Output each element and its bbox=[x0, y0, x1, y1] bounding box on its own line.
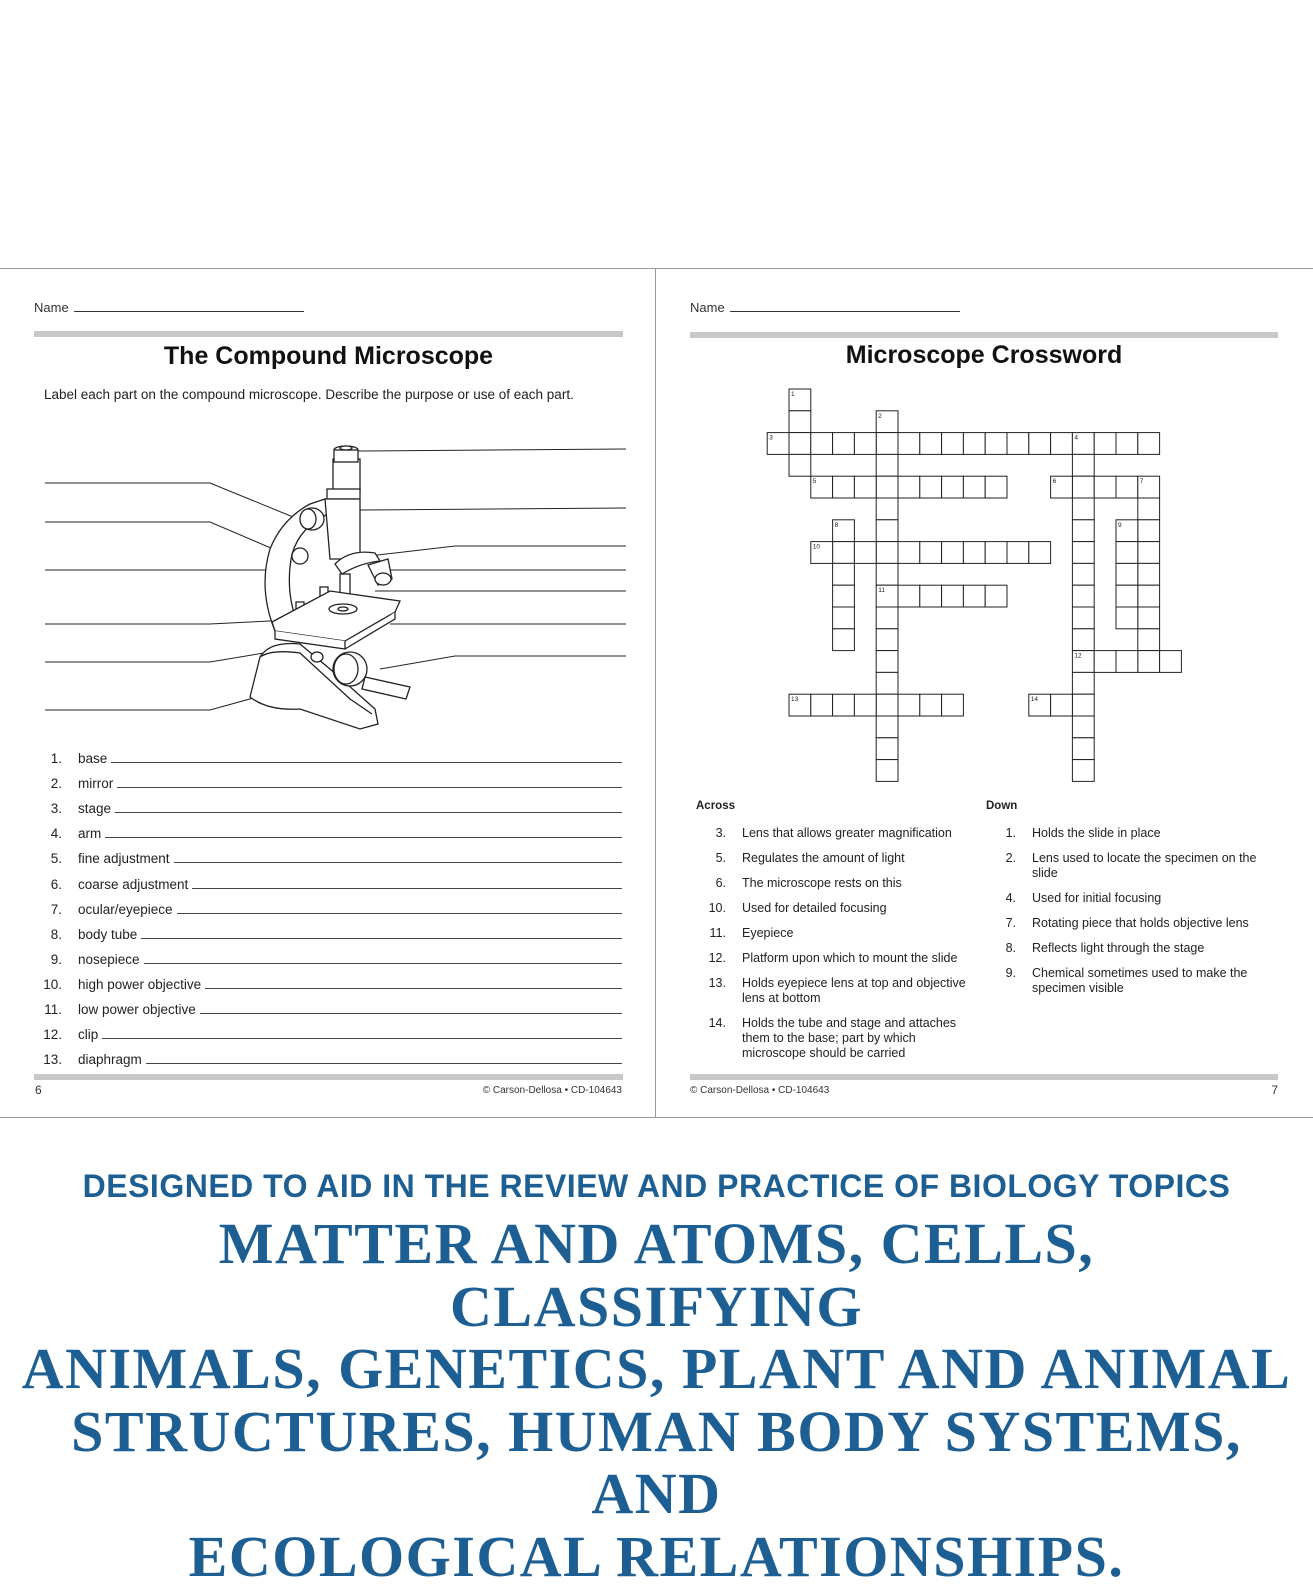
clue-text: Used for initial focusing bbox=[1032, 891, 1162, 905]
crossword-cell[interactable] bbox=[1072, 563, 1094, 585]
footer-rule bbox=[34, 1074, 623, 1080]
page-number: 6 bbox=[35, 1083, 42, 1097]
topics-line: ANIMALS, GENETICS, PLANT AND ANIMAL bbox=[21, 1336, 1292, 1401]
crossword-cell[interactable] bbox=[1094, 433, 1116, 455]
crossword-cell[interactable] bbox=[1072, 629, 1094, 651]
crossword-cell[interactable] bbox=[1116, 433, 1138, 455]
clue-item bbox=[986, 891, 1266, 906]
crossword-cell[interactable] bbox=[1138, 542, 1160, 564]
crossword-number: 10 bbox=[812, 543, 821, 551]
part-label: base bbox=[78, 751, 108, 767]
crossword-cell[interactable] bbox=[876, 542, 898, 564]
clue-text: Platform upon which to mount the slide bbox=[742, 951, 958, 965]
topics-line: STRUCTURES, HUMAN BODY SYSTEMS, AND bbox=[71, 1398, 1242, 1526]
answer-line[interactable] bbox=[146, 1063, 622, 1064]
clue-number: 3. bbox=[715, 826, 726, 840]
copyright: © Carson-Dellosa • CD-104643 bbox=[690, 1085, 830, 1096]
page-number: 7 bbox=[1271, 1083, 1278, 1097]
crossword-cell[interactable] bbox=[876, 520, 898, 542]
copyright: © Carson-Dellosa • CD-104643 bbox=[482, 1085, 622, 1096]
crossword-cell[interactable] bbox=[1116, 607, 1138, 629]
crossword-number: 12 bbox=[1074, 652, 1082, 660]
crossword-cell[interactable] bbox=[1138, 498, 1160, 520]
crossword-number: 6 bbox=[1052, 478, 1057, 486]
crossword-cell[interactable] bbox=[963, 585, 985, 607]
clue-text: Eyepiece bbox=[742, 926, 794, 940]
crossword-number: 4 bbox=[1074, 434, 1079, 442]
crossword-cell[interactable] bbox=[876, 672, 898, 694]
clue-item bbox=[696, 876, 976, 891]
answer-line[interactable] bbox=[174, 862, 622, 863]
crossword-cell[interactable] bbox=[876, 760, 898, 782]
name-label: Name bbox=[690, 300, 725, 315]
crossword-cell[interactable] bbox=[833, 694, 855, 716]
crossword-cell[interactable] bbox=[876, 433, 898, 455]
clue-text: Holds the slide in place bbox=[1032, 826, 1161, 840]
crossword-cell[interactable] bbox=[1072, 694, 1094, 716]
clue-item bbox=[986, 851, 1266, 881]
crossword-cell[interactable] bbox=[1094, 476, 1116, 498]
clue-text: Used for detailed focusing bbox=[742, 901, 887, 915]
answer-line[interactable] bbox=[141, 938, 622, 939]
clue-text: Chemical sometimes used to make the specimen visible bbox=[1032, 966, 1248, 995]
crossword-cell[interactable] bbox=[1138, 563, 1160, 585]
crossword-cell[interactable] bbox=[1029, 542, 1051, 564]
crossword-cell[interactable] bbox=[1072, 454, 1094, 476]
page-title: The Compound Microscope bbox=[163, 342, 494, 370]
part-number: 2. bbox=[50, 776, 62, 792]
answer-line[interactable] bbox=[200, 1013, 622, 1014]
crossword-cell[interactable] bbox=[1007, 542, 1029, 564]
clue-text: Lens that allows greater magnification bbox=[742, 826, 952, 840]
crossword-cell[interactable] bbox=[854, 433, 876, 455]
clue-text: Reflects light through the stage bbox=[1032, 941, 1205, 955]
crossword-cell[interactable] bbox=[963, 433, 985, 455]
crossword-cell[interactable] bbox=[1116, 563, 1138, 585]
crossword-cell[interactable] bbox=[1160, 651, 1182, 673]
crossword-cell[interactable] bbox=[898, 542, 920, 564]
page-title: Microscope Crossword bbox=[845, 341, 1123, 369]
clue-text: Regulates the amount of light bbox=[742, 851, 905, 865]
crossword-cell[interactable] bbox=[876, 716, 898, 738]
clue-item bbox=[986, 916, 1266, 931]
part-number: 3. bbox=[50, 801, 62, 817]
crossword-cell[interactable] bbox=[876, 498, 898, 520]
part-label: coarse adjustment bbox=[78, 876, 189, 892]
clue-number: 14. bbox=[708, 1016, 726, 1030]
crossword-cell[interactable] bbox=[920, 433, 942, 455]
crossword-cell[interactable] bbox=[1116, 542, 1138, 564]
answer-line[interactable] bbox=[177, 913, 622, 914]
part-row bbox=[40, 841, 625, 866]
crossword-cell[interactable] bbox=[898, 694, 920, 716]
topics-banner bbox=[20, 1213, 1293, 1588]
part-number: 9. bbox=[50, 951, 62, 967]
crossword-cell[interactable] bbox=[1116, 585, 1138, 607]
crossword-cell[interactable] bbox=[1072, 607, 1094, 629]
part-label: low power objective bbox=[78, 1002, 196, 1018]
crossword-cell[interactable] bbox=[942, 694, 964, 716]
clue-item bbox=[696, 951, 976, 966]
clue-number: 13. bbox=[708, 976, 726, 990]
part-row bbox=[40, 1042, 625, 1067]
clue-item bbox=[696, 1016, 976, 1061]
crossword-cell[interactable] bbox=[963, 476, 985, 498]
clue-number: 12. bbox=[708, 951, 726, 965]
microscope-diagram bbox=[0, 269, 655, 739]
crossword-cell[interactable] bbox=[876, 454, 898, 476]
crossword-cell[interactable] bbox=[898, 585, 920, 607]
crossword-number: 7 bbox=[1139, 478, 1144, 486]
crossword-grid[interactable] bbox=[656, 269, 1313, 799]
clue-item bbox=[986, 966, 1266, 996]
crossword-number: 8 bbox=[834, 521, 839, 529]
part-label: arm bbox=[78, 826, 102, 842]
crossword-cell[interactable] bbox=[789, 411, 811, 433]
name-label: Name bbox=[34, 300, 69, 315]
right-page bbox=[656, 269, 1313, 1117]
crossword-number: 2 bbox=[878, 412, 882, 420]
down-clues bbox=[986, 800, 1266, 1006]
crossword-cell[interactable] bbox=[876, 738, 898, 760]
crossword-cell[interactable] bbox=[942, 476, 964, 498]
crossword-cell[interactable] bbox=[1138, 520, 1160, 542]
answer-line[interactable] bbox=[192, 888, 622, 889]
part-label: clip bbox=[78, 1027, 99, 1043]
part-number: 1. bbox=[50, 751, 62, 767]
part-number: 7. bbox=[50, 901, 62, 917]
clue-number: 11. bbox=[709, 926, 726, 940]
answer-line[interactable] bbox=[111, 762, 622, 763]
crossword-cell[interactable] bbox=[1116, 651, 1138, 673]
workbook-spread bbox=[0, 268, 1313, 1118]
instructions: Label each part on the compound microscope. Describe the purpose or use of each part. bbox=[44, 387, 574, 402]
crossword-cell[interactable] bbox=[876, 629, 898, 651]
clue-number: 10. bbox=[708, 901, 726, 915]
crossword-cell[interactable] bbox=[811, 433, 833, 455]
part-number: 13. bbox=[43, 1052, 62, 1068]
clue-text: Holds the tube and stage and attaches them to the base; part by which microscope should be carried bbox=[742, 1016, 957, 1060]
part-label: nosepiece bbox=[78, 951, 140, 967]
crossword-cell[interactable] bbox=[1072, 716, 1094, 738]
part-number: 10. bbox=[43, 976, 62, 992]
crossword-cell[interactable] bbox=[920, 694, 942, 716]
crossword-number: 11 bbox=[878, 587, 885, 595]
crossword-number: 14 bbox=[1030, 696, 1039, 704]
clue-number: 6. bbox=[715, 876, 726, 890]
crossword-cell[interactable] bbox=[920, 542, 942, 564]
clue-text: Holds eyepiece lens at top and objective lens at bottom bbox=[742, 976, 966, 1005]
crossword-cell[interactable] bbox=[1029, 433, 1051, 455]
answer-line[interactable] bbox=[144, 963, 622, 964]
crossword-cell[interactable] bbox=[920, 476, 942, 498]
answer-line[interactable] bbox=[102, 1038, 622, 1039]
part-number: 4. bbox=[50, 826, 62, 842]
crossword-cell[interactable] bbox=[833, 563, 855, 585]
topics-line: MATTER AND ATOMS, CELLS, CLASSIFYING bbox=[218, 1211, 1095, 1339]
crossword-cell[interactable] bbox=[1051, 694, 1073, 716]
crossword-cell[interactable] bbox=[876, 563, 898, 585]
crossword-cell[interactable] bbox=[833, 585, 855, 607]
crossword-cell[interactable] bbox=[1138, 433, 1160, 455]
crossword-cell[interactable] bbox=[833, 476, 855, 498]
crossword-cell[interactable] bbox=[1138, 651, 1160, 673]
across-clues bbox=[696, 800, 976, 1071]
crossword-cell[interactable] bbox=[876, 607, 898, 629]
crossword-cell[interactable] bbox=[942, 433, 964, 455]
crossword-cell[interactable] bbox=[920, 585, 942, 607]
crossword-cell[interactable] bbox=[1094, 651, 1116, 673]
crossword-cell[interactable] bbox=[898, 433, 920, 455]
crossword-cell[interactable] bbox=[1072, 498, 1094, 520]
crossword-cell[interactable] bbox=[1072, 672, 1094, 694]
crossword-cell[interactable] bbox=[985, 433, 1007, 455]
part-row bbox=[40, 766, 625, 791]
clue-text: The microscope rests on this bbox=[742, 876, 902, 890]
part-row bbox=[40, 992, 625, 1017]
crossword-cell[interactable] bbox=[1072, 476, 1094, 498]
crossword-cell[interactable] bbox=[876, 694, 898, 716]
part-label: ocular/eyepiece bbox=[78, 901, 173, 917]
crossword-cell[interactable] bbox=[1138, 607, 1160, 629]
crossword-cell[interactable] bbox=[1072, 585, 1094, 607]
clue-item bbox=[696, 901, 976, 916]
crossword-cell[interactable] bbox=[985, 585, 1007, 607]
crossword-cell[interactable] bbox=[1072, 760, 1094, 782]
part-number: 11. bbox=[44, 1002, 62, 1018]
topics-line: ECOLOGICAL RELATIONSHIPS. bbox=[188, 1523, 1125, 1589]
clue-number: 4. bbox=[1005, 891, 1016, 905]
crossword-cell[interactable] bbox=[789, 433, 811, 455]
part-number: 6. bbox=[50, 876, 62, 892]
crossword-number: 9 bbox=[1118, 521, 1122, 529]
crossword-cell[interactable] bbox=[985, 476, 1007, 498]
answer-line[interactable] bbox=[105, 837, 622, 838]
clue-item bbox=[986, 941, 1266, 956]
crossword-cell[interactable] bbox=[833, 629, 855, 651]
crossword-cell[interactable] bbox=[1072, 520, 1094, 542]
crossword-number: 5 bbox=[812, 478, 817, 486]
part-label: high power objective bbox=[78, 976, 202, 992]
crossword-cell[interactable] bbox=[876, 651, 898, 673]
clue-number: 5. bbox=[715, 851, 726, 865]
crossword-cell[interactable] bbox=[833, 542, 855, 564]
tagline: DESIGNED TO AID IN THE REVIEW AND PRACTICE OF BIOLOGY TOPICS bbox=[82, 1168, 1231, 1204]
part-row bbox=[40, 791, 625, 816]
across-heading: Across bbox=[696, 800, 735, 812]
part-number: 5. bbox=[50, 851, 62, 867]
part-label: stage bbox=[78, 801, 112, 817]
crossword-cell[interactable] bbox=[942, 542, 964, 564]
part-row bbox=[40, 1017, 625, 1042]
part-row bbox=[40, 967, 625, 992]
crossword-cell[interactable] bbox=[1072, 542, 1094, 564]
crossword-cell[interactable] bbox=[833, 433, 855, 455]
part-label: body tube bbox=[78, 926, 138, 942]
part-row bbox=[40, 866, 625, 891]
answer-line[interactable] bbox=[117, 787, 622, 788]
clue-item bbox=[696, 826, 976, 841]
clue-number: 9. bbox=[1005, 966, 1016, 980]
clue-number: 1. bbox=[1005, 826, 1016, 840]
crossword-number: 13 bbox=[791, 696, 799, 704]
part-row bbox=[40, 892, 625, 917]
crossword-number: 3 bbox=[769, 434, 773, 442]
clue-number: 7. bbox=[1005, 916, 1016, 930]
crossword-cell[interactable] bbox=[811, 694, 833, 716]
part-row bbox=[40, 741, 625, 766]
crossword-cell[interactable] bbox=[854, 542, 876, 564]
footer-rule bbox=[690, 1074, 1278, 1080]
crossword-cell[interactable] bbox=[985, 542, 1007, 564]
part-number: 12. bbox=[43, 1027, 62, 1043]
clue-number: 2. bbox=[1005, 851, 1016, 865]
clue-text: Rotating piece that holds objective lens bbox=[1032, 916, 1249, 930]
crossword-cell[interactable] bbox=[1116, 476, 1138, 498]
crossword-cell[interactable] bbox=[833, 607, 855, 629]
crossword-number: 1 bbox=[791, 391, 795, 398]
answer-line[interactable] bbox=[115, 812, 622, 813]
answer-line[interactable] bbox=[205, 988, 622, 989]
crossword-cell[interactable] bbox=[942, 585, 964, 607]
crossword-cell[interactable] bbox=[898, 476, 920, 498]
crossword-cell[interactable] bbox=[854, 694, 876, 716]
clue-item bbox=[696, 851, 976, 866]
left-page bbox=[0, 269, 655, 1117]
part-label: mirror bbox=[78, 776, 114, 792]
crossword-cell[interactable] bbox=[876, 476, 898, 498]
part-label: fine adjustment bbox=[78, 851, 170, 867]
crossword-cell[interactable] bbox=[1007, 433, 1029, 455]
crossword-cell[interactable] bbox=[854, 476, 876, 498]
part-number: 8. bbox=[50, 926, 62, 942]
crossword-cell[interactable] bbox=[963, 542, 985, 564]
crossword-cell[interactable] bbox=[1072, 738, 1094, 760]
crossword-cell[interactable] bbox=[1138, 629, 1160, 651]
part-row bbox=[40, 917, 625, 942]
clue-text: Lens used to locate the specimen on the slide bbox=[1032, 851, 1257, 880]
clue-item bbox=[696, 976, 976, 1006]
parts-list bbox=[40, 741, 625, 1067]
down-heading: Down bbox=[986, 800, 1018, 812]
clue-item bbox=[696, 926, 976, 941]
crossword-cell[interactable] bbox=[789, 454, 811, 476]
crossword-cell[interactable] bbox=[1138, 585, 1160, 607]
clue-item bbox=[986, 826, 1266, 841]
clue-number: 8. bbox=[1005, 941, 1016, 955]
part-label: diaphragm bbox=[78, 1052, 142, 1068]
part-row bbox=[40, 816, 625, 841]
part-row bbox=[40, 942, 625, 967]
crossword-cell[interactable] bbox=[1051, 433, 1073, 455]
